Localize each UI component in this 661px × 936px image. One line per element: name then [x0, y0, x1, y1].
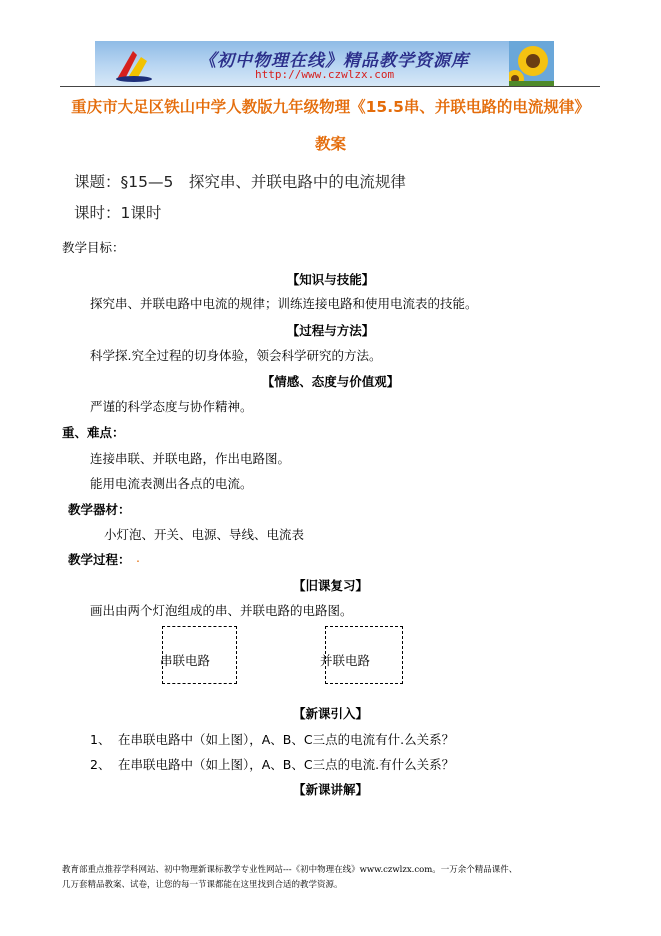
question-2-number: 2、 — [90, 757, 111, 772]
footer-line-1: 教育部重点推荐学科网站、初中物理新课标教学专业性网站---《初中物理在线》www.czwlzx.com。一万余个精品课件、 — [62, 865, 518, 875]
header-banner — [95, 41, 554, 86]
question-1-text: 在串联电路中（如上图），A、B、C三点的电流有什.么关系？ — [118, 732, 455, 747]
lecture-heading: 【新课讲解】 — [292, 782, 368, 797]
process-method-heading: 【过程与方法】 — [286, 323, 375, 338]
keypoint-item-1: 连接串联、并联电路，作出电路图。 — [90, 451, 291, 466]
banner-divider — [60, 86, 600, 87]
emotion-text: 严谨的科学态度与协作精神。 — [90, 399, 253, 414]
keypoint-item-2: 能用电流表测出各点的电流。 — [90, 476, 253, 491]
doc-title-line1: 重庆市大足区铁山中学人教版九年级物理《15.5串、并联电路的电流规律》 — [71, 98, 590, 116]
intro-heading: 【新课引入】 — [292, 706, 368, 721]
lesson-period: 课时：1课时 — [74, 204, 162, 222]
doc-title-line2: 教案 — [314, 135, 346, 153]
parallel-circuit-label: 并联电路 — [320, 653, 371, 668]
banner-title: 《初中物理在线》精品教学资源库 — [199, 51, 469, 71]
series-circuit-label: 串联电路 — [160, 653, 211, 668]
objectives-heading: 教学目标： — [62, 240, 125, 255]
emotion-heading: 【情感、态度与价值观】 — [261, 374, 400, 389]
review-text: 画出由两个灯泡组成的串、并联电路的电路图。 — [90, 603, 353, 618]
banner-url[interactable]: http://www.czwlzx.com — [255, 68, 395, 81]
sunflower-icon — [509, 41, 554, 86]
question-1-number: 1、 — [90, 732, 111, 747]
site-logo-icon — [113, 45, 155, 83]
knowledge-heading: 【知识与技能】 — [286, 272, 375, 287]
question-2-text: 在串联电路中（如上图），A、B、C三点的电流.有什么关系？ — [118, 757, 455, 772]
review-heading: 【旧课复习】 — [292, 578, 368, 593]
process-dot: . — [136, 550, 140, 565]
knowledge-text: 探究串、并联电路中电流的规律；训练连接电路和使用电流表的技能。 — [90, 296, 478, 311]
footer-line-2: 几万套精品教案、试卷，让您的每一节课都能在这里找到合适的教学资源。 — [62, 880, 343, 890]
keypoints-heading: 重、难点： — [62, 425, 125, 440]
lesson-topic: 课题：§15—5 探究串、并联电路中的电流规律 — [74, 173, 406, 191]
process-method-text: 科学探.究全过程的切身体验，领会科学研究的方法。 — [90, 348, 382, 363]
process-heading: 教学过程： — [68, 552, 131, 567]
equipment-text: 小灯泡、开关、电源、导线、电流表 — [104, 527, 305, 542]
equipment-heading: 教学器材： — [68, 502, 131, 517]
